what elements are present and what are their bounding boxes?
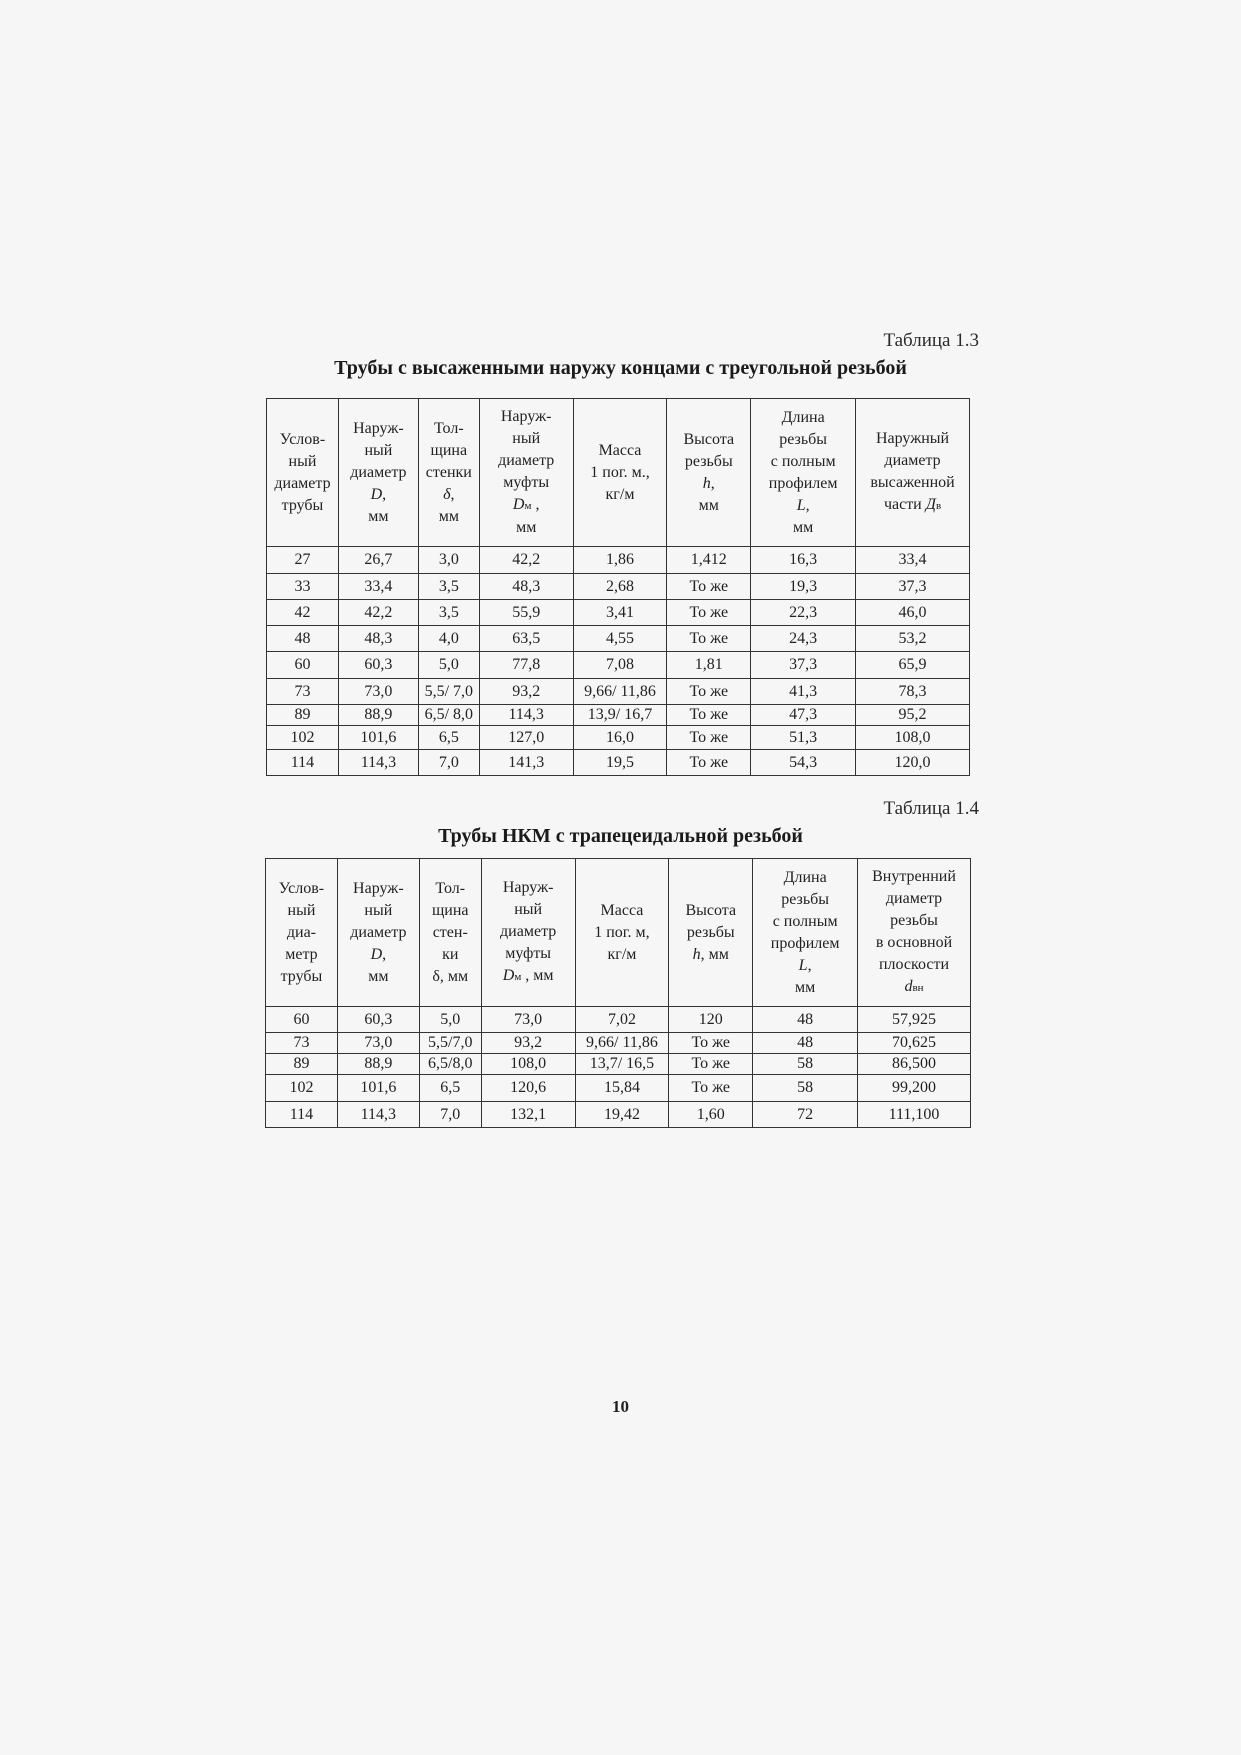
header-line: щина <box>430 441 468 459</box>
table-cell: 2,68 <box>573 574 667 600</box>
header-line: Наруж- <box>353 879 404 897</box>
table-cell: 93,2 <box>481 1033 575 1054</box>
table-row <box>267 626 970 652</box>
header-line: кг/м <box>607 945 637 963</box>
table-cell: 111,100 <box>858 1102 971 1128</box>
header-line: диаметр <box>274 474 331 492</box>
header-line: резьбы <box>686 923 735 941</box>
table-cell: 7,02 <box>575 1007 669 1033</box>
table-cell: 5,0 <box>418 652 479 679</box>
table-cell: 48,3 <box>479 574 573 600</box>
table-cell: 37,3 <box>856 574 970 600</box>
header-line: Наружный <box>875 430 950 447</box>
header-line: ный <box>364 901 393 919</box>
header-line: Наруж- <box>500 408 552 425</box>
column-header <box>856 399 970 547</box>
table-cell: 70,625 <box>858 1033 971 1054</box>
column-header <box>479 399 573 547</box>
header-unit: , мм <box>521 967 554 984</box>
table-cell: 19,3 <box>751 574 856 600</box>
header-punct: , <box>710 474 715 492</box>
table-cell: 6,5 <box>418 726 479 750</box>
table-row <box>266 1007 971 1033</box>
table-1-4-body <box>266 1007 971 1128</box>
table-cell: 120 <box>669 1007 753 1033</box>
table-cell: 13,7/ 16,5 <box>575 1054 669 1075</box>
table-cell: 60 <box>267 652 339 679</box>
header-symbol-subscript: м <box>514 971 522 983</box>
table-cell: 65,9 <box>856 652 970 679</box>
table-cell: 3,5 <box>418 600 479 626</box>
table-cell: 88,9 <box>338 705 418 726</box>
table-cell: 73 <box>266 1033 338 1054</box>
table-cell: 16,3 <box>751 547 856 574</box>
table-cell: 48 <box>267 626 339 652</box>
column-header <box>573 399 667 547</box>
page-number: 10 <box>612 1397 629 1416</box>
column-header <box>267 399 339 547</box>
table-row <box>267 750 970 776</box>
table-cell: 101,6 <box>338 726 418 750</box>
header-symbol: D <box>370 945 383 963</box>
table-cell: 127,0 <box>479 726 573 750</box>
table-cell: 1,81 <box>667 652 751 679</box>
table-cell: То же <box>667 600 751 626</box>
header-symbol: L <box>798 956 808 974</box>
header-line: Наруж- <box>502 879 554 896</box>
table-1-3 <box>266 398 970 776</box>
header-unit: мм <box>368 967 389 985</box>
table-cell: 3,5 <box>418 574 479 600</box>
header-line: с полным <box>772 912 838 930</box>
table-cell: 73 <box>267 679 339 705</box>
header-punct: , <box>450 485 455 503</box>
table-1-3-number: Таблица 1.3 <box>883 330 979 351</box>
table-row <box>267 705 970 726</box>
table-cell: 7,0 <box>418 750 479 776</box>
header-unit: мм <box>516 519 537 536</box>
header-unit: мм <box>438 507 459 525</box>
column-header <box>419 859 481 1007</box>
table-1-4-title: Трубы НКМ с трапецеидальной резьбой <box>438 825 803 847</box>
column-header <box>669 859 753 1007</box>
header-line: Внутренний <box>872 868 956 885</box>
table-cell: 51,3 <box>751 726 856 750</box>
header-line: метр <box>285 945 318 963</box>
table-cell: 102 <box>266 1075 338 1102</box>
table-cell: 6,5 <box>419 1075 481 1102</box>
table-cell: 6,5/ 8,0 <box>418 705 479 726</box>
table-cell: 3,0 <box>418 547 479 574</box>
table-cell: То же <box>669 1075 753 1102</box>
table-cell: 102 <box>267 726 339 750</box>
header-line: Высота <box>683 430 735 448</box>
column-header <box>338 399 418 547</box>
header-symbol: D <box>512 496 525 513</box>
table-cell: 48 <box>753 1033 858 1054</box>
header-line: ный <box>364 441 393 459</box>
table-cell: 73,0 <box>338 679 418 705</box>
table-cell: 93,2 <box>479 679 573 705</box>
table-row <box>267 574 970 600</box>
table-cell: 48,3 <box>338 626 418 652</box>
header-line: щина <box>431 901 469 919</box>
table-cell: 37,3 <box>751 652 856 679</box>
header-unit: мм <box>793 518 814 536</box>
table-cell: То же <box>667 726 751 750</box>
header-line: Услов- <box>279 430 326 448</box>
table-cell: 114,3 <box>337 1102 419 1128</box>
header-line: Масса <box>598 441 642 459</box>
header-symbol-subscript: в <box>935 500 942 512</box>
column-header <box>667 399 751 547</box>
header-line: диаметр <box>885 890 943 907</box>
header-punct: , <box>382 945 387 963</box>
table-row <box>266 1075 971 1102</box>
column-header <box>337 859 419 1007</box>
table-row <box>267 547 970 574</box>
column-header <box>481 859 575 1007</box>
header-symbol-subscript: м <box>524 500 532 512</box>
table-cell: 120,0 <box>856 750 970 776</box>
table-cell: 5,5/ 7,0 <box>418 679 479 705</box>
table-cell: 7,0 <box>419 1102 481 1128</box>
header-punct: , <box>531 496 540 513</box>
table-cell: 1,86 <box>573 547 667 574</box>
table-cell: 108,0 <box>481 1054 575 1075</box>
header-line: ный <box>514 901 543 918</box>
table-cell: 41,3 <box>751 679 856 705</box>
header-line: резьбы <box>781 890 830 908</box>
table-row <box>266 1033 971 1054</box>
table-cell: 13,9/ 16,7 <box>573 705 667 726</box>
header-symbol: δ <box>443 485 451 503</box>
table-cell: 1,412 <box>667 547 751 574</box>
table-cell: 114,3 <box>338 750 418 776</box>
table-cell: 15,84 <box>575 1075 669 1102</box>
header-symbol: D <box>502 967 515 984</box>
header-line: ки <box>442 945 459 963</box>
header-line: ный <box>512 430 541 447</box>
table-cell: 88,9 <box>337 1054 419 1075</box>
table-cell: 108,0 <box>856 726 970 750</box>
header-line: Высота <box>685 901 737 919</box>
header-symbol: d <box>904 978 913 995</box>
table-cell: 114 <box>267 750 339 776</box>
table-cell: 7,08 <box>573 652 667 679</box>
table-row <box>267 600 970 626</box>
table-row <box>267 679 970 705</box>
header-line: Тол- <box>435 879 466 897</box>
table-cell: 16,0 <box>573 726 667 750</box>
table-cell: 48 <box>753 1007 858 1033</box>
table-cell: 24,3 <box>751 626 856 652</box>
header-line: диаметр <box>884 452 941 469</box>
table-cell: 33,4 <box>856 547 970 574</box>
table-cell: 99,200 <box>858 1075 971 1102</box>
table-row <box>266 1054 971 1075</box>
header-line: высаженной <box>870 474 955 491</box>
table-cell: 26,7 <box>338 547 418 574</box>
header-line: трубы <box>280 967 323 985</box>
column-header <box>575 859 669 1007</box>
header-unit: мм <box>795 978 816 996</box>
table-cell: 114 <box>266 1102 338 1128</box>
table-cell: 6,5/8,0 <box>419 1054 481 1075</box>
table-cell: 4,55 <box>573 626 667 652</box>
table-row <box>267 726 970 750</box>
table-cell: 73,0 <box>481 1007 575 1033</box>
table-1-3-title: Трубы с высаженными наружу концами с треугольной резьбой <box>334 357 907 379</box>
header-line: стенки <box>425 463 472 481</box>
header-last-line: δ, мм <box>432 967 469 985</box>
column-header <box>266 859 338 1007</box>
header-unit: , мм <box>700 945 729 963</box>
table-cell: 63,5 <box>479 626 573 652</box>
header-line: диаметр <box>500 923 557 940</box>
table-cell: 60,3 <box>337 1007 419 1033</box>
header-line: резьбы <box>890 912 938 929</box>
table-cell: То же <box>667 679 751 705</box>
table-cell: 33,4 <box>338 574 418 600</box>
table-cell: 78,3 <box>856 679 970 705</box>
column-header <box>753 859 858 1007</box>
table-cell: 86,500 <box>858 1054 971 1075</box>
table-cell: То же <box>667 574 751 600</box>
header-symbol-subscript: вн <box>912 982 924 994</box>
table-cell: 132,1 <box>481 1102 575 1128</box>
table-cell: 1,60 <box>669 1102 753 1128</box>
header-line: диаметр <box>350 463 407 481</box>
table-cell: 9,66/ 11,86 <box>575 1033 669 1054</box>
header-punct: , <box>807 956 812 974</box>
table-cell: 58 <box>753 1075 858 1102</box>
table-cell: 95,2 <box>856 705 970 726</box>
header-punct: , <box>382 485 387 503</box>
table-cell: 114,3 <box>479 705 573 726</box>
header-symbol: h <box>692 945 701 963</box>
header-unit: мм <box>368 507 389 525</box>
table-cell: 73,0 <box>337 1033 419 1054</box>
table-cell: 89 <box>267 705 339 726</box>
table-cell: 141,3 <box>479 750 573 776</box>
header-line: диаметр <box>350 923 407 941</box>
table-cell: 42,2 <box>479 547 573 574</box>
table-row <box>267 652 970 679</box>
header-line: 1 пог. м., <box>590 463 650 481</box>
table-cell: То же <box>667 750 751 776</box>
column-header <box>751 399 856 547</box>
table-cell: 4,0 <box>418 626 479 652</box>
header-line: диа- <box>286 923 317 941</box>
table-cell: 19,5 <box>573 750 667 776</box>
table-cell: 3,41 <box>573 600 667 626</box>
column-header <box>858 859 971 1007</box>
table-row <box>266 1102 971 1128</box>
header-line: ный <box>287 901 316 919</box>
table-cell: 58 <box>753 1054 858 1075</box>
header-line: профилем <box>770 934 840 952</box>
table-cell: 42,2 <box>338 600 418 626</box>
header-line: в основной <box>875 934 953 951</box>
header-line: Тол- <box>433 419 464 437</box>
header-line: резьбы <box>684 452 733 470</box>
table-1-3-header-row <box>267 399 970 547</box>
table-cell: 5,0 <box>419 1007 481 1033</box>
header-line: муфты <box>505 945 552 962</box>
table-cell: 47,3 <box>751 705 856 726</box>
table-cell: 22,3 <box>751 600 856 626</box>
table-cell: 54,3 <box>751 750 856 776</box>
header-symbol: D <box>370 485 383 503</box>
table-cell: 46,0 <box>856 600 970 626</box>
table-cell: 42 <box>267 600 339 626</box>
table-cell: 33 <box>267 574 339 600</box>
header-symbol: Д <box>925 496 936 513</box>
header-line: Длина <box>783 868 827 886</box>
table-cell: То же <box>669 1033 753 1054</box>
header-line: резьбы <box>779 430 828 448</box>
header-line: муфты <box>503 474 550 491</box>
header-unit: мм <box>698 496 719 514</box>
header-line: 1 пог. м, <box>594 923 650 941</box>
table-1-4-header-row <box>266 859 971 1007</box>
table-cell: 60,3 <box>338 652 418 679</box>
header-line: плоскости <box>878 956 950 973</box>
header-line: ный <box>288 452 317 470</box>
header-line: Масса <box>600 901 644 919</box>
header-line: трубы <box>281 496 324 514</box>
header-line: с полным <box>770 452 836 470</box>
table-cell: 27 <box>267 547 339 574</box>
table-cell: 60 <box>266 1007 338 1033</box>
table-cell: То же <box>667 705 751 726</box>
table-cell: 89 <box>266 1054 338 1075</box>
table-cell: 101,6 <box>337 1075 419 1102</box>
header-line: кг/м <box>605 485 635 503</box>
table-cell: То же <box>667 626 751 652</box>
table-cell: 9,66/ 11,86 <box>573 679 667 705</box>
header-symbol: L, <box>796 496 810 514</box>
header-line: Услов- <box>278 879 325 897</box>
table-cell: 72 <box>753 1102 858 1128</box>
table-cell: 53,2 <box>856 626 970 652</box>
header-line: профилем <box>768 474 838 492</box>
table-cell: 57,925 <box>858 1007 971 1033</box>
table-cell: То же <box>669 1054 753 1075</box>
header-line: стен- <box>432 923 468 941</box>
header-line: Наруж- <box>353 419 404 437</box>
header-line: диаметр <box>498 452 555 469</box>
table-1-3-body <box>267 547 970 776</box>
table-1-4 <box>265 858 971 1128</box>
table-cell: 120,6 <box>481 1075 575 1102</box>
header-last-line: части <box>883 496 926 513</box>
table-cell: 19,42 <box>575 1102 669 1128</box>
table-cell: 5,5/7,0 <box>419 1033 481 1054</box>
header-symbol: h <box>702 474 711 492</box>
column-header <box>418 399 479 547</box>
table-cell: 55,9 <box>479 600 573 626</box>
header-line: Длина <box>781 408 825 426</box>
table-cell: 77,8 <box>479 652 573 679</box>
table-1-4-number: Таблица 1.4 <box>883 798 979 819</box>
